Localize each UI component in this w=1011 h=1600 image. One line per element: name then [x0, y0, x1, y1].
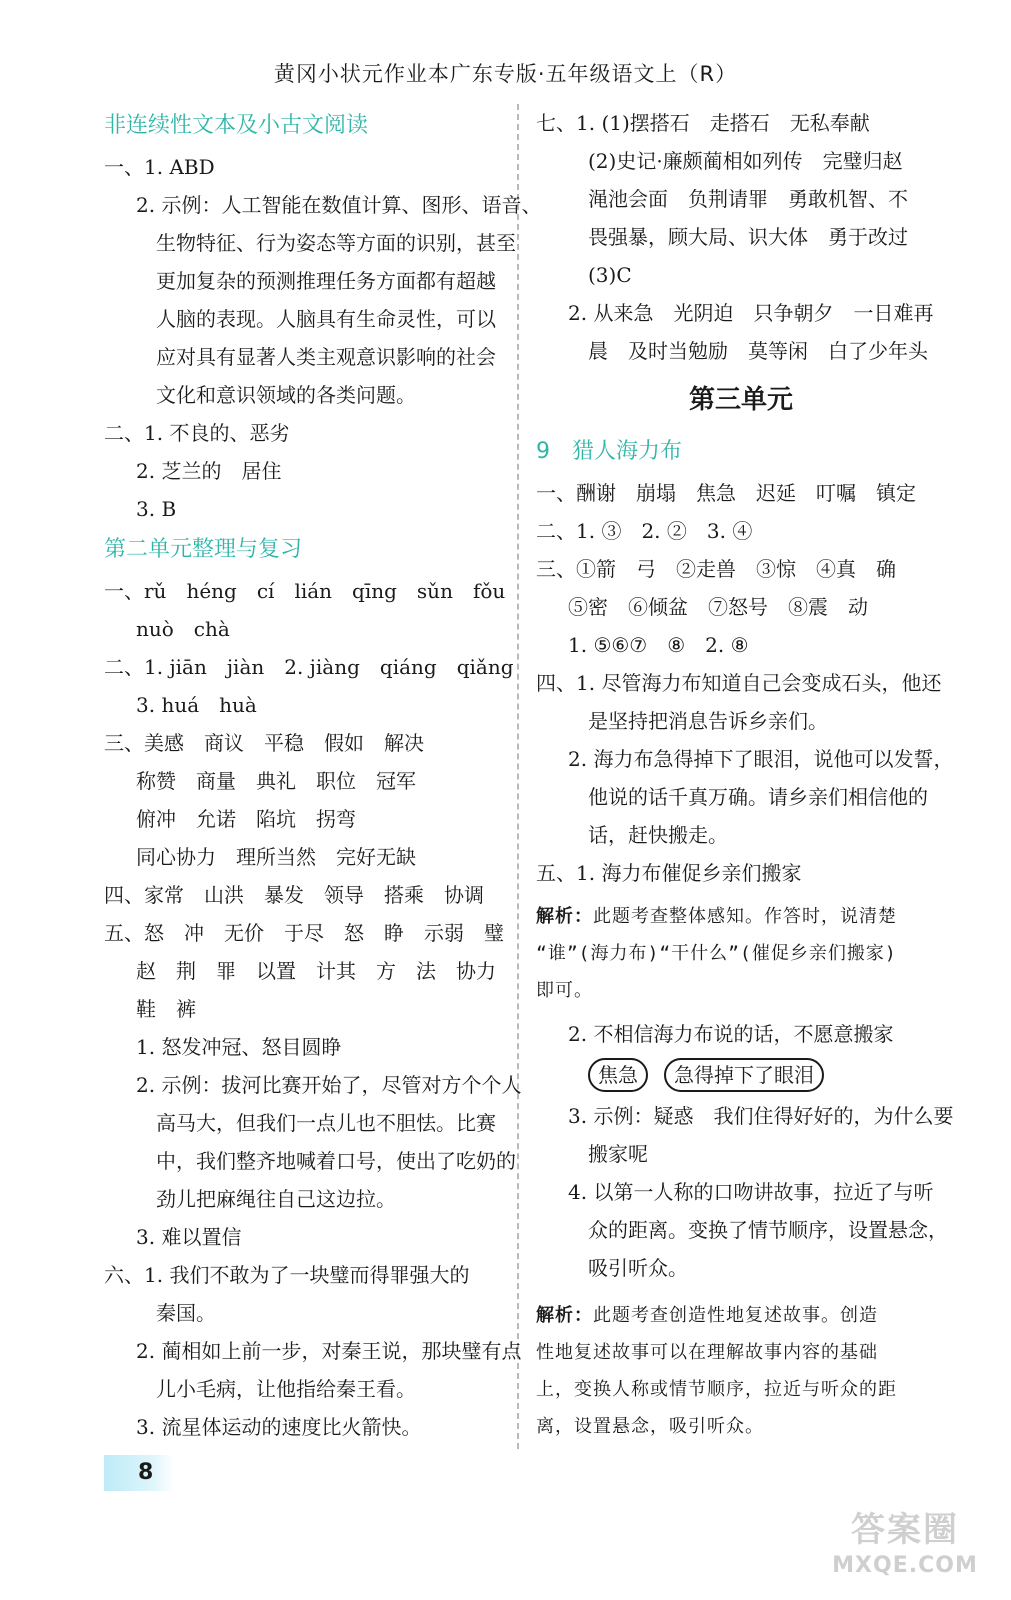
answer-line: 应对具有显著人类主观意识影响的社会	[156, 345, 496, 369]
analysis-text: 此题考查创造性地复述故事。创造	[593, 1305, 878, 1326]
answer-line: 六、1. 我们不敢为了一块璧而得罪强大的	[104, 1263, 470, 1287]
answer-pill: 焦急	[588, 1058, 648, 1092]
answer-line: 五、1. 海力布催促乡亲们搬家	[536, 861, 802, 885]
answer-line: 五、怒 冲 无价 于尽 怒 睁 示弱 璧	[104, 921, 504, 945]
answer-line: 畏强暴，顾大局、识大体 勇于改过	[588, 225, 908, 249]
answer-line: 3. B	[136, 497, 177, 521]
answer-line: 二、1. jiān jiàn 2. jiàng qiáng qiǎng	[104, 655, 514, 679]
answer-line: 鞋 裤	[136, 997, 196, 1021]
answer-line: 生物特征、行为姿态等方面的识别，甚至	[156, 231, 516, 255]
analysis-line: 即可。	[536, 980, 593, 1001]
lesson-title: 9 猎人海力布	[536, 439, 682, 464]
analysis-line	[536, 898, 946, 935]
watermark-url: MXQE.COM	[832, 1553, 978, 1578]
answer-line: 吸引听众。	[588, 1256, 688, 1280]
answer-line: 他说的话千真万确。请乡亲们相信他的	[588, 785, 928, 809]
answer-line: 2. 示例：人工智能在数值计算、图形、语音、	[136, 193, 542, 217]
answer-line: 劲儿把麻绳往自己这边拉。	[156, 1187, 396, 1211]
section-title-reading: 非连续性文本及小古文阅读	[104, 113, 369, 138]
page-header: 黄冈小状元作业本广东专版·五年级语文上（R）	[273, 62, 738, 86]
watermark-logo	[820, 1508, 990, 1588]
answer-line: 赵 荆 罪 以置 计其 方 法 协力	[136, 959, 496, 983]
analysis-label: 解析：	[536, 1305, 593, 1326]
unit-title: 第三单元	[688, 385, 793, 415]
answer-line: 3. 难以置信	[136, 1225, 242, 1249]
section-title-unit2-review: 第二单元整理与复习	[104, 537, 303, 562]
answer-line: 儿小毛病，让他指给秦王看。	[156, 1377, 416, 1401]
answer-line: 高马大，但我们一点儿也不胆怯。比赛	[156, 1111, 496, 1135]
answer-line: 中，我们整齐地喊着口号，使出了吃奶的	[156, 1149, 516, 1173]
answer-line: 2. 从来急 光阴迫 只争朝夕 一日难再	[568, 301, 934, 325]
answer-pill: 急得掉下了眼泪	[664, 1058, 824, 1092]
answer-line: 4. 以第一人称的口吻讲故事，拉近了与听	[568, 1180, 934, 1204]
answer-line: 3. 流星体运动的速度比火箭快。	[136, 1415, 422, 1439]
answer-line: 七、1. (1)摆搭石 走搭石 无私奉献	[536, 111, 870, 135]
left-column	[104, 104, 542, 1446]
answer-line: 是坚持把消息告诉乡亲们。	[588, 709, 828, 733]
answer-line: (3)C	[588, 263, 632, 287]
answer-line: 3. huá huà	[136, 693, 257, 717]
answer-line: 一、酬谢 崩塌 焦急 迟延 叮嘱 镇定	[536, 481, 916, 505]
answer-line: 四、1. 尽管海力布知道自己会变成石头，他还	[536, 671, 942, 695]
column-divider	[517, 104, 519, 1449]
answer-line: 渑池会面 负荆请罪 勇敢机智、不	[588, 187, 908, 211]
answer-line: 称赞 商量 典礼 职位 冠军	[136, 769, 416, 793]
analysis-text: 此题考查整体感知。作答时，说清楚	[593, 906, 897, 927]
answer-line: 2. 蔺相如上前一步，对秦王说，那块璧有点	[136, 1339, 522, 1363]
answer-line: 秦国。	[156, 1301, 216, 1325]
pill-row	[536, 1053, 946, 1097]
answer-line: 文化和意识领域的各类问题。	[156, 383, 416, 407]
answer-line: 2. 海力布急得掉下了眼泪，说他可以发誓，	[568, 747, 954, 771]
answer-line: 3. 示例：疑惑 我们住得好好的，为什么要	[568, 1104, 954, 1128]
answer-line: 众的距离。变换了情节顺序，设置悬念，	[588, 1218, 948, 1242]
page-number: 8	[104, 1455, 174, 1491]
answer-line: 搬家呢	[588, 1142, 648, 1166]
answer-line: 更加复杂的预测推理任务方面都有超越	[156, 269, 496, 293]
analysis-line: 性地复述故事可以在理解故事内容的基础	[536, 1342, 878, 1363]
answer-line: 晨 及时当勉励 莫等闲 白了少年头	[588, 339, 928, 363]
answer-line: 2. 芝兰的 居住	[136, 459, 282, 483]
answer-line: 二、1. 不良的、恶劣	[104, 421, 290, 445]
answer-line: 二、1. ③ 2. ② 3. ④	[536, 519, 753, 543]
analysis-line: 上，变换人称或情节顺序，拉近与听众的距	[536, 1379, 897, 1400]
answer-line: 1. ⑤⑥⑦ ⑧ 2. ⑧	[568, 633, 749, 657]
answer-line: 人脑的表现。人脑具有生命灵性，可以	[156, 307, 496, 331]
answer-line: ⑤密 ⑥倾盆 ⑦怒号 ⑧震 动	[568, 595, 868, 619]
answer-line: 2. 示例：拔河比赛开始了，尽管对方个个人	[136, 1073, 522, 1097]
analysis-line: 离，设置悬念，吸引听众。	[536, 1416, 764, 1437]
analysis-label: 解析：	[536, 906, 593, 927]
answer-line: 同心协力 理所当然 完好无缺	[136, 845, 416, 869]
watermark-text: 答案圈	[851, 1510, 959, 1550]
analysis-line	[536, 1297, 946, 1334]
answer-line: (2)史记·廉颇蔺相如列传 完璧归赵	[588, 149, 903, 173]
answer-line: 2. 不相信海力布说的话，不愿意搬家	[568, 1022, 894, 1046]
answer-line: 一、rǔ héng cí lián qīng sǔn fǒu	[104, 579, 506, 603]
answer-line: 四、家常 山洪 暴发 领导 搭乘 协调	[104, 883, 484, 907]
analysis-line: “谁”(海力布)“干什么”(催促乡亲们搬家)	[536, 943, 897, 964]
answer-line: 三、①箭 弓 ②走兽 ③惊 ④真 确	[536, 557, 896, 581]
answer-line: 俯冲 允诺 陷坑 拐弯	[136, 807, 356, 831]
answer-line: 话，赶快搬走。	[588, 823, 728, 847]
right-column	[536, 104, 954, 1445]
answer-line: 1. 怒发冲冠、怒目圆睁	[136, 1035, 342, 1059]
answer-line: nuò chà	[136, 617, 230, 641]
answer-line: 三、美感 商议 平稳 假如 解决	[104, 731, 424, 755]
answer-line: 一、1. ABD	[104, 155, 215, 179]
